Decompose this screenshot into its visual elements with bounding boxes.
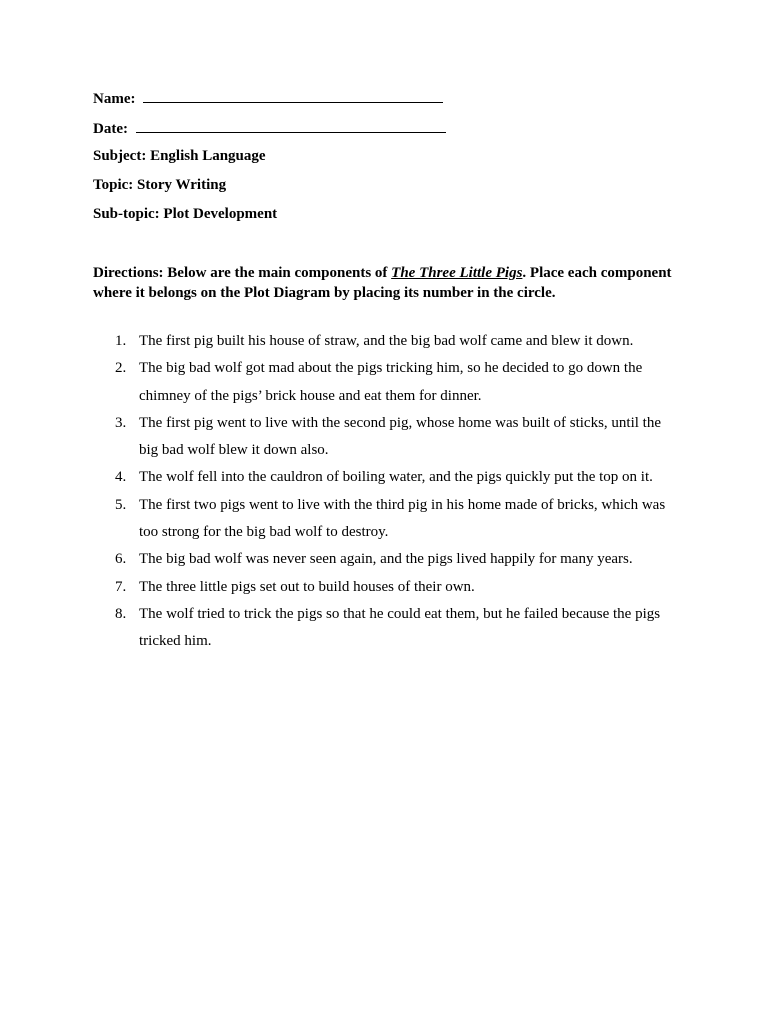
subject-line: Subject: English Language	[93, 148, 266, 164]
list-item-number: 8.	[115, 605, 127, 622]
list-item-number: 1.	[115, 333, 127, 349]
name-line	[93, 88, 443, 108]
list-item	[93, 601, 683, 656]
plot-components-list	[93, 328, 683, 656]
date-line	[93, 118, 446, 138]
list-item-text: The three little pigs set out to build houses of their own.	[139, 578, 475, 595]
name-blank[interactable]	[143, 88, 443, 103]
list-item	[93, 546, 683, 573]
directions-suffix: . Place each component where it belongs on the Plot Diagram by placing its number in the circle.	[93, 265, 672, 301]
date-blank[interactable]	[136, 118, 446, 133]
list-item	[93, 328, 683, 355]
list-item-number: 2.	[115, 360, 127, 377]
list-item	[93, 464, 683, 491]
directions-prefix: Directions: Below are the main components of	[93, 265, 392, 281]
list-item-text: The big bad wolf was never seen again, and the pigs lived happily for many years.	[139, 551, 633, 568]
list-item-number: 6.	[115, 551, 127, 568]
topic-line: Topic: Story Writing	[93, 177, 227, 193]
name-label: Name:	[93, 91, 136, 107]
date-label: Date:	[93, 121, 128, 137]
list-item-number: 4.	[115, 469, 127, 486]
list-item-text: The big bad wolf got mad about the pigs tricking him, so he decided to go down the chimney of the pigs’ brick house and eat them for dinner.	[139, 360, 643, 404]
list-item-text: The first two pigs went to live with the third pig in his home made of bricks, which was too strong for the big bad wolf to destroy.	[139, 496, 666, 541]
story-title: The Three Little Pigs	[391, 265, 523, 281]
directions-paragraph	[93, 263, 683, 303]
list-item-text: The wolf tried to trick the pigs so that he could eat them, but he failed because the pigs tricked him.	[139, 605, 661, 650]
list-item-number: 7.	[115, 578, 127, 595]
list-item-number: 3.	[115, 414, 127, 431]
list-item	[93, 574, 683, 601]
list-item	[93, 492, 683, 547]
list-item-text: The first pig built his house of straw, and the big bad wolf came and blew it down.	[139, 333, 634, 349]
list-item-number: 5.	[115, 496, 127, 513]
list-item	[93, 410, 683, 465]
list-item	[93, 355, 683, 410]
list-item-text: The first pig went to live with the second pig, whose home was built of sticks, until the big bad wolf blew it down also.	[139, 414, 662, 459]
list-item-text: The wolf fell into the cauldron of boiling water, and the pigs quickly put the top on it.	[139, 469, 653, 486]
subtopic-line: Sub-topic: Plot Development	[93, 206, 278, 222]
